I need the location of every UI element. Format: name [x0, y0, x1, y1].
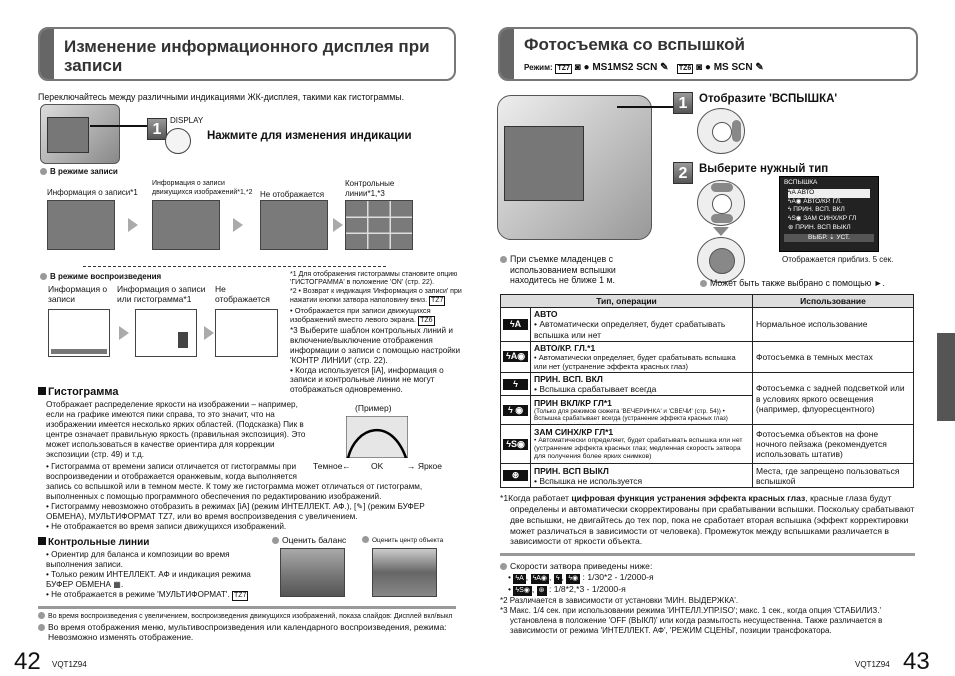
balance-image	[280, 548, 345, 597]
menu-title: ВСПЫШКА	[784, 179, 818, 186]
menu-set-button[interactable]	[697, 237, 745, 283]
play-label-1: Информация о записи	[48, 284, 108, 304]
flash-auto-redeye-icon: ϟA◉	[503, 351, 528, 362]
title-band	[500, 29, 514, 79]
gridlines-bullet-1: • Ориентир для баланса и композиции во время выполнения записи.	[46, 550, 230, 569]
menu-item: ϟ ПРИН. ВСП. ВКЛ	[788, 206, 845, 214]
histogram-bullet-2: • Гистограмму невозможно отобразить в режимах [iA] (режим ИНТЕЛЛЕКТ. АФ.), [✎] (режим БУФЕР ОБМЕНА), МУЛЬТИФОРМАТ TZ7, или во время воспроизведения с увеличением.	[46, 502, 425, 521]
play-screen-info	[48, 309, 110, 357]
gridlines-bullets	[46, 550, 271, 601]
table-row: ⊛ ПРИН. ВСП ВЫКЛ • Вспышка не используется Места, где запрещено пользоваться вспышкой	[501, 464, 914, 488]
footnote-3: *3 Макс. 1/4 сек. при использовании режима 'ИНТЕЛЛ.УПР.ISO'; макс. 1 сек., когда опция 'СТАБИЛИЗ.' установлена в положение 'OFF (ВЫКЛ)' или когда размытость несущественна. Также различается в зависимости от режима 'ИНТЕЛЛЕКТ. АФ', 'РЕЖИМ СЦЕНЫ', позиции трансфокатора.	[500, 605, 883, 635]
page-number-left: 42	[14, 648, 41, 675]
table-row: ϟ ПРИН. ВСП. ВКЛ • Вспышка срабатывает всегда Фотосъемка с задней подсветкой или в условиях яркого освещения (например, флуоресцентного)	[501, 372, 914, 395]
right-title-box	[498, 27, 918, 81]
footnote-2b: • Отображается при записи движущихся изображений вместо левого экрана.	[290, 306, 431, 325]
flash-on-redeye-icon: ϟ ◉	[503, 405, 528, 416]
example-label: (Пример)	[355, 403, 392, 413]
cursor-button-right[interactable]	[697, 108, 745, 154]
arrow-right-icon	[119, 326, 129, 340]
footnote-2a-line	[290, 288, 470, 306]
page-title: Фотосъемка со вспышкой	[524, 35, 745, 54]
footnote-redeye: *1Когда работает цифровая функция устранения эффекта красных глаз, красные глаза будут определены и автоматически скорректированы при срабатывании вспышки. Поскольку срабатывают две вспышки, не двигайтесь до тех пор, пока не сработает вторая вспышка (эффект корректировки может различаться в зависимости от человека). Промежуток между вспышками различается в зависимости от яркости объекта.	[500, 493, 915, 547]
footnote-ia: • Когда используется [iA], информация о записи и контрольные линии не могут отображаться одновременно.	[290, 365, 444, 395]
flash-off-icon: ⊛	[503, 470, 528, 481]
note-2: Во время отображения меню, мультивоспроизведения или календарного воспроизведения, режима: Невозможно изменять отображение.	[38, 622, 468, 643]
return-line	[83, 266, 386, 267]
play-label-3: Не отображается	[215, 284, 270, 304]
axis-dark: Темное←	[313, 461, 351, 471]
col-type: Тип, операции	[501, 295, 753, 308]
center-label: Оценить центр объекта	[362, 536, 443, 545]
right-lower-flow	[500, 294, 930, 636]
histogram-heading: Гистограмма	[38, 386, 118, 399]
play-label-2: Информация о записи или гистограмма*1	[117, 284, 206, 304]
step-1-text: Нажмите для изменения индикации	[207, 130, 412, 142]
note-1: Во время воспроизведения с увеличением, воспроизведения движущихся изображений, показа слайдов: Дисплей вкл/выкл	[38, 612, 468, 622]
shutter-line-1: • ϟA , ϟA◉ , ϟ , ϟ◉ : 1/30*2 - 1/2000-я	[508, 571, 654, 582]
arrow-right-icon	[128, 218, 138, 232]
histogram-bullet-1: • Гистограмма от времени записи отличается от гистограммы при воспроизведении и отображается оранжевым, когда выполняется запись со вспышкой или в темном месте. К тому же гистограмма может отличаться от гистограмм, выполненных с помощью программного обеспечения по редактированию изображений.	[46, 462, 423, 501]
gridlines-bullet-3: • Не отображается в режиме 'МУЛЬТИФОРМАТ'.	[46, 590, 230, 599]
display-label: DISPLAY	[170, 116, 204, 125]
footnote-2b-line	[290, 306, 470, 326]
rec-screen-none	[260, 200, 328, 250]
shutter-heading: Скорости затвора приведены ниже:	[500, 561, 930, 572]
footnotes-display	[290, 271, 470, 395]
menu-item: ⊛ ПРИН. ВСП ВЫКЛ	[788, 223, 851, 231]
intro-text: Переключайтесь между различными индикациями ЖК-дисплея, такими как гистограммы.	[38, 92, 405, 102]
divider	[500, 553, 915, 556]
flash-auto-icon: ϟA	[503, 319, 528, 330]
notes	[38, 612, 468, 643]
record-mode-heading: В режиме записи	[40, 167, 118, 177]
page-title: Изменение информационного дисплея при записи	[64, 37, 430, 76]
footnote-3: *3 Выберите шаблон контрольных линий и включение/выключение отображения информации о записи с помощью настройки 'КОНТР ЛИНИИ' (стр. 22).	[290, 326, 461, 365]
camera-image	[497, 95, 652, 240]
menu-caption: Отображается приблиз. 5 сек.	[782, 255, 894, 264]
table-row: ϟS◉ ЗАМ СИНХ/КР ГЛ*1 • Автоматически определяет, будет срабатывать вспышка или нет (устранение эффекта красных глаз; медленная скорость затвора для получения более ярких снимков) Фотосъемка объектов на фоне ночного пейзажа (рекомендуется использовать штатив)	[501, 425, 914, 464]
step-2-badge: 2	[673, 162, 693, 184]
tz7-badge: TZ7	[431, 297, 444, 305]
balance-label: Оценить баланс	[272, 535, 346, 545]
histogram-text: Отображает распределение яркости на изображении – например, если на графике имеются пики справа, то это значит, что на изображении имеется несколько ярких областей. (Подсказка) Пик в центре означает правильную яркость (правильная экспозиция). Это может использоваться в качестве ориентира для коррекции экспозиции (стр. 49) и т.д.	[46, 400, 306, 459]
leader-line	[617, 106, 673, 108]
section-tab	[937, 333, 955, 421]
shutter-line-2: • ϟS◉ , ⊛ : 1/8*2,*3 - 1/2000-я	[508, 583, 626, 594]
play-screen-none	[215, 309, 278, 357]
flash-slow-sync-icon: ϟS◉	[503, 439, 528, 450]
arrow-right-icon	[233, 218, 243, 232]
gridlines-bullet-2: • Только режим ИНТЕЛЛЕКТ. АФ и индикация режима БУФЕР ОБМЕНА ▦.	[46, 570, 251, 589]
camera-image	[40, 104, 120, 164]
footnote-2a: *2 • Возврат к индикация 'Информация о записи' при нажатии кнопки затвора наполовину вниз.	[290, 287, 462, 305]
flash-types-table	[500, 294, 914, 488]
axis-bright: → Яркое	[407, 461, 442, 471]
gridlines-heading: Контрольные линии	[38, 537, 149, 549]
center-image	[372, 548, 437, 597]
rec-label-2: Информация о записи движущихся изображений*1,*2	[152, 180, 253, 196]
rec-screen-movie-info	[152, 200, 220, 250]
play-screen-histogram	[135, 309, 197, 357]
baby-note: При съемке младенцев с использованием вспышки находитесь не ближе 1 м.	[500, 254, 650, 286]
histogram-bullet-3: • Не отображается во время записи движущихся изображений.	[46, 522, 287, 531]
axis-ok: OK	[371, 461, 384, 471]
leader-line	[90, 125, 147, 127]
menu-item: ϟA◉ АВТО/КР. ГЛ.	[788, 197, 842, 205]
menu-footer: ВЫБР. ⇣ УСТ.	[784, 234, 874, 243]
mode-line: Режим: TZ7 ◙ ● MS1MS2 SCN ✎ TZ6 ◙ ● MS SCN ✎	[524, 62, 764, 73]
histogram-bullets	[46, 462, 466, 532]
step-1-badge: 1	[147, 118, 167, 140]
flash-on-icon: ϟ	[503, 379, 528, 390]
tz7-badge: TZ7	[234, 592, 247, 599]
table-row: ϟA АВТО • Автоматически определяет, будет срабатывать вспышка или нет Нормальное использование	[501, 308, 914, 342]
rec-label-1: Информация о записи*1	[47, 188, 138, 197]
flash-menu-screen	[779, 176, 879, 252]
arrow-down-icon	[713, 227, 729, 236]
display-button[interactable]	[165, 128, 191, 154]
divider	[38, 606, 456, 609]
histogram-example	[346, 416, 408, 458]
page-number-right: 43	[903, 648, 930, 675]
tz6-badge: TZ6	[420, 317, 433, 325]
footnote-2: *2 Различается в зависимости от установки 'МИН. ВЫДЕРЖКА'.	[500, 595, 739, 605]
doc-code-left: VQT1Z94	[52, 660, 87, 669]
step-1-text: Отобразите 'ВСПЫШКА'	[699, 93, 838, 105]
rec-label-4: Контрольные линии*1,*3	[345, 179, 395, 198]
footnote-1: *1 Для отображения гистограммы становите опцию 'ГИСТОГРАММА' в положение 'ON' (стр. 22).	[290, 271, 458, 287]
step-2-text: Выберите нужный тип	[699, 163, 829, 175]
doc-code-right: VQT1Z94	[855, 660, 890, 669]
menu-item: ϟA АВТО	[788, 189, 870, 198]
play-mode-heading: В режиме воспроизведения	[40, 272, 161, 282]
shutter-speeds	[500, 561, 930, 636]
step-1-badge: 1	[673, 92, 693, 114]
rec-label-3: Не отображается	[260, 190, 325, 199]
col-use: Использование	[753, 295, 914, 308]
also-note: Может быть также выбрано с помощью ►.	[700, 278, 885, 289]
arrow-right-icon	[204, 326, 214, 340]
table-row: ϟ ◉ ПРИН ВКЛ/КР ГЛ*1 (Только для режимов сюжета 'ВЕЧЕРИНКА' и 'СВЕЧИ' (стр. 54)) • Вспышка срабатывает всегда (устранение эффекта красных глаз)	[501, 396, 914, 425]
rec-screen-gridlines	[345, 200, 413, 250]
gridlines-bullet-3-line	[46, 590, 271, 601]
title-band	[40, 29, 54, 79]
cursor-button-updown[interactable]	[697, 180, 745, 226]
left-title-box	[38, 27, 456, 81]
table-row: ϟA◉ АВТО/КР. ГЛ.*1 • Автоматически определяет, будет срабатывать вспышка или нет (устранение эффекта красных глаз) Фотосъемка в темных местах	[501, 341, 914, 372]
menu-item: ϟS◉ ЗАМ СИНХ/КР ГЛ	[788, 215, 857, 223]
rec-screen-info	[47, 200, 115, 250]
arrow-right-icon	[333, 218, 343, 232]
